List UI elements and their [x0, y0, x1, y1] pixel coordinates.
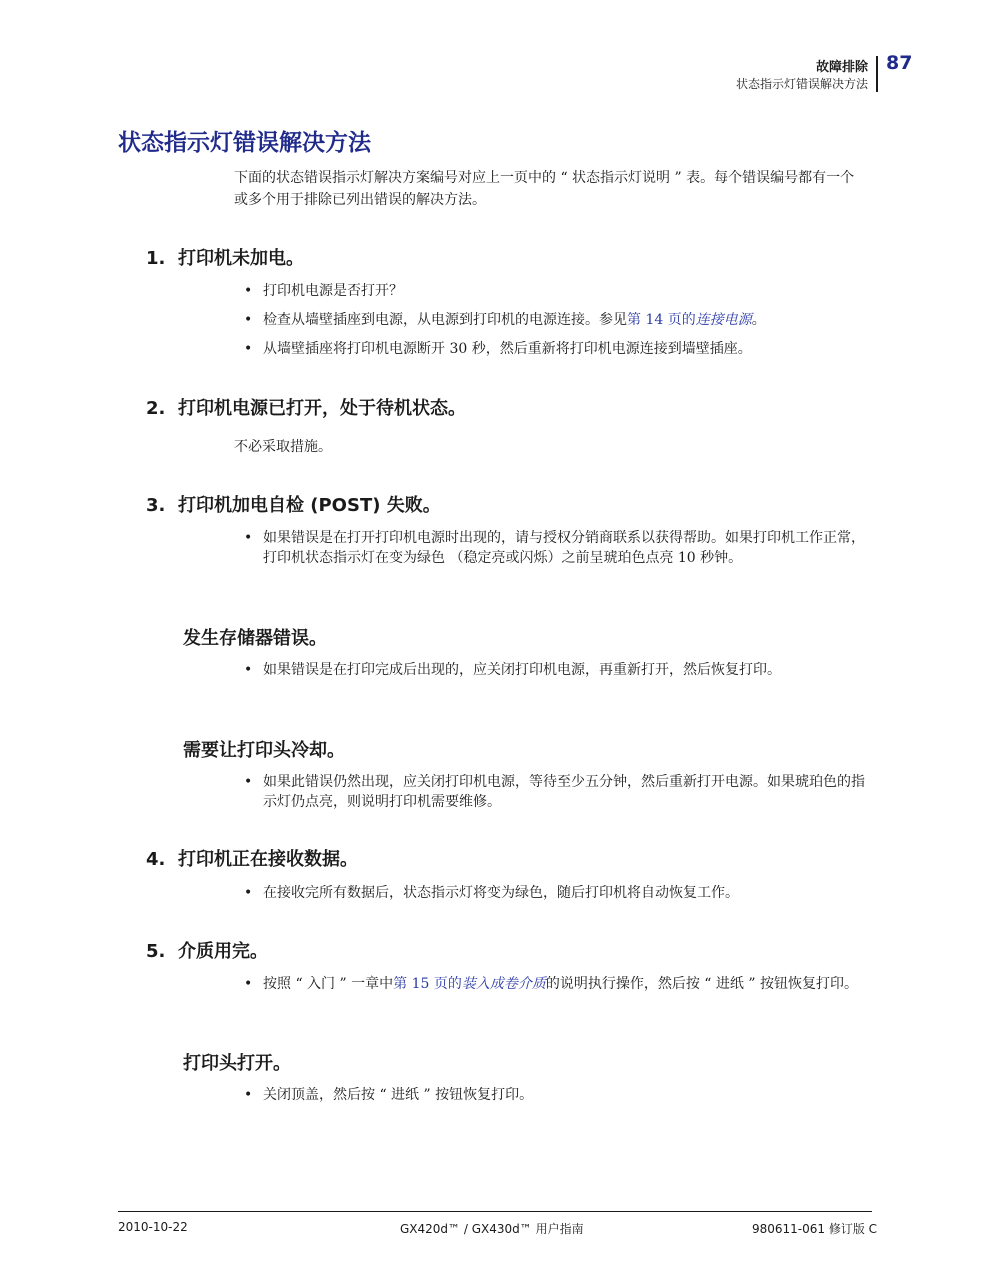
memory-error-list: [244, 660, 874, 680]
intro-paragraph: 下面的状态错误指示灯解决方案编号对应上一页中的 “ 状态指示灯说明 ” 表。每个错误编号都有一个或多个用于排除已列出错误的解决方法。: [234, 170, 855, 208]
list-item: [244, 310, 874, 330]
section-number: 3.: [146, 495, 166, 516]
head-open-list: [244, 1085, 874, 1105]
bullet-text: 检查从墙壁插座到电源，从电源到打印机的电源连接。参见: [263, 312, 627, 328]
list-item: • 关闭顶盖，然后按 “ 进纸 ” 按钮恢复打印。: [244, 1085, 874, 1105]
list-item: [244, 974, 874, 994]
section-5-list: [244, 974, 874, 994]
list-item: • 在接收完所有数据后，状态指示灯将变为绿色，随后打印机将自动恢复工作。: [244, 883, 874, 903]
cross-reference-link[interactable]: [627, 312, 752, 328]
bullet-text: 按照 “ 入门 ” 一章中: [263, 976, 394, 992]
footer-document-number: 980611-061 修订版 C: [752, 1222, 878, 1236]
section-2-text: 不必采取措施。: [234, 439, 332, 455]
section-title: 打印机电源已打开，处于待机状态。: [178, 398, 466, 419]
printhead-cool-heading: 需要让打印头冷却。: [183, 740, 345, 761]
section-4-list: [244, 883, 874, 903]
section-title: 介质用完。: [178, 941, 268, 962]
list-item: • 如果此错误仍然出现，应关闭打印机电源，等待至少五分钟，然后重新打开电源。如果琥珀色的指示灯仍点亮，则说明打印机需要维修。: [244, 772, 874, 812]
section-title: 打印机加电自检 (POST) 失败。: [178, 495, 441, 516]
list-item: • 如果错误是在打开打印机电源时出现的，请与授权分销商联系以获得帮助。如果打印机工作正常，打印机状态指示灯在变为绿色 （稳定亮或闪烁）之前呈琥珀色点亮 10 秒钟。: [244, 528, 874, 568]
section-number: 2.: [146, 398, 166, 419]
section-3-heading: [146, 491, 441, 517]
printhead-cool-list: [244, 772, 874, 812]
footer-date: 2010-10-22: [118, 1220, 188, 1234]
cross-reference-link[interactable]: [393, 976, 546, 992]
footer-divider: [118, 1211, 872, 1212]
bullet-text-end: 的说明执行操作，然后按 “ 进纸 ” 按钮恢复打印。: [545, 976, 858, 992]
section-5-heading: [146, 937, 268, 963]
header-divider: [876, 56, 878, 92]
bullet-text-end: 。: [751, 312, 766, 328]
section-title: 打印机正在接收数据。: [178, 849, 358, 870]
link-title: 装入成卷介质: [461, 976, 546, 992]
page-title: 状态指示灯错误解决方法: [118, 130, 371, 156]
section-number: 1.: [146, 248, 166, 269]
link-title: 连接电源: [695, 312, 752, 328]
link-page: 第 14 页的: [627, 312, 696, 328]
list-item: • 打印机电源是否打开？: [244, 281, 874, 301]
section-1-list: [244, 281, 874, 359]
link-page: 第 15 页的: [393, 976, 462, 992]
section-number: 5.: [146, 941, 166, 962]
section-1-heading: [146, 244, 304, 270]
footer-guide-title: GX420d™ / GX430d™ 用户指南: [400, 1222, 584, 1236]
section-title: 打印机未加电。: [178, 248, 304, 269]
memory-error-heading: 发生存储器错误。: [183, 628, 327, 649]
list-item: • 如果错误是在打印完成后出现的，应关闭打印机电源，再重新打开，然后恢复打印。: [244, 660, 874, 680]
section-2-heading: [146, 394, 466, 420]
header-subsection-title: 状态指示灯错误解决方法: [735, 77, 868, 91]
section-number: 4.: [146, 849, 166, 870]
page-number: 87: [886, 52, 913, 74]
section-3-list: [244, 528, 874, 568]
header-section-title: 故障排除: [815, 60, 868, 75]
head-open-heading: 打印头打开。: [183, 1053, 291, 1074]
section-4-heading: [146, 845, 358, 871]
list-item: • 从墙壁插座将打印机电源断开 30 秒，然后重新将打印机电源连接到墙壁插座。: [244, 339, 874, 359]
